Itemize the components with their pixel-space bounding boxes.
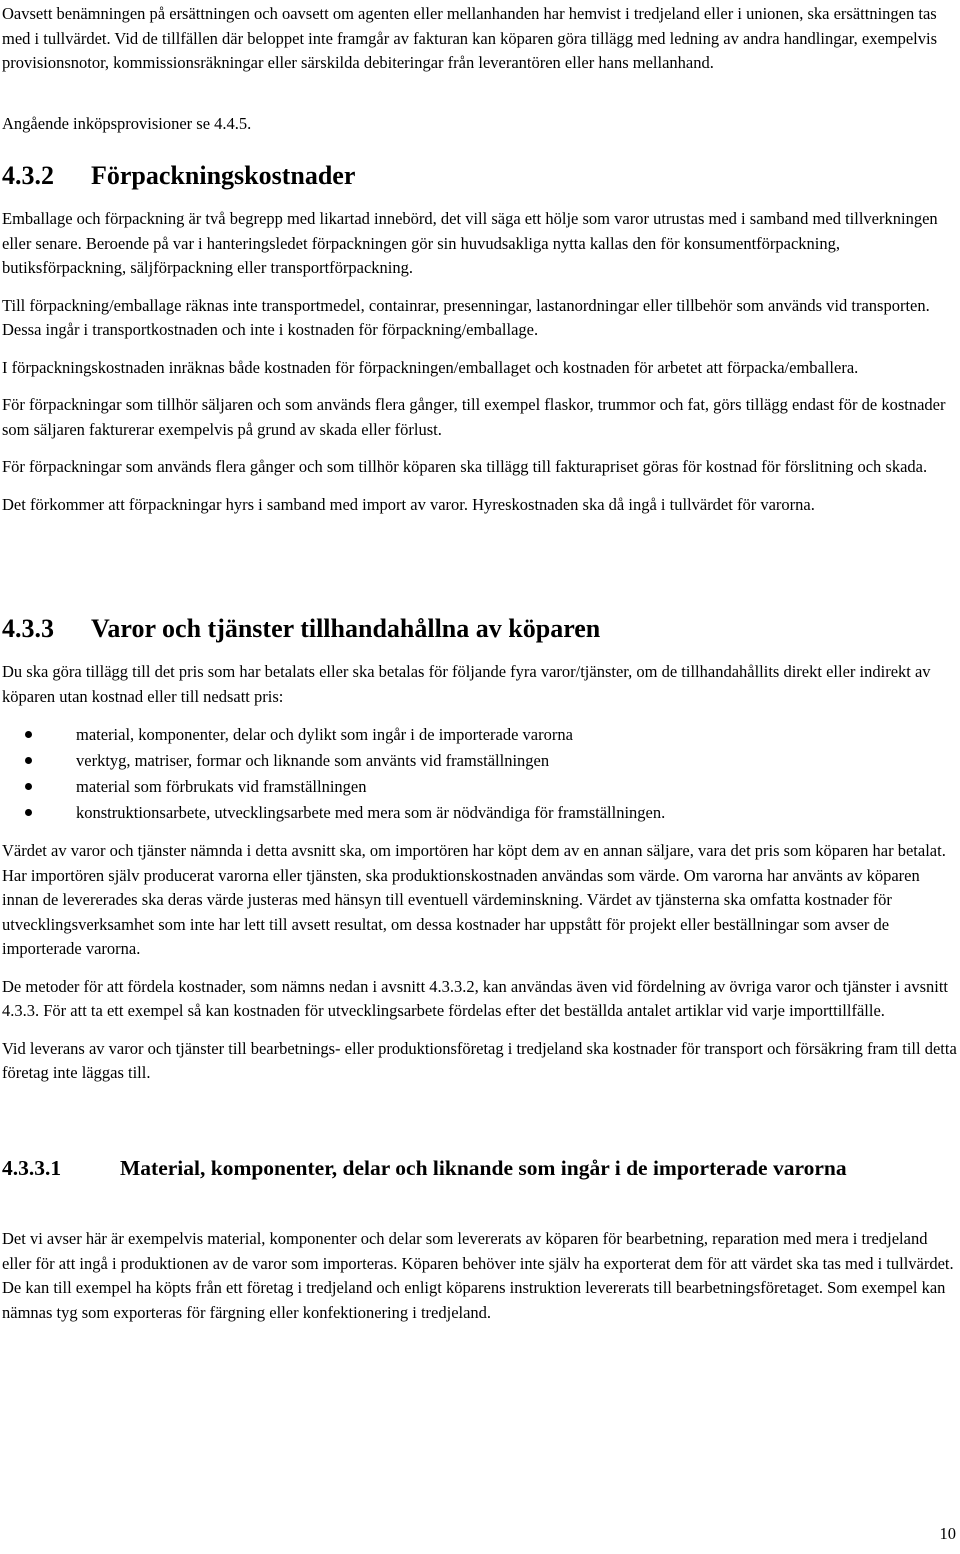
section-heading-4-3-3-1 — [2, 1154, 957, 1183]
intro-reference: Angående inköpsprovisioner se 4.4.5. — [2, 114, 252, 133]
bullet-icon — [25, 783, 32, 790]
bullet-icon — [25, 809, 32, 816]
page-number: 10 — [939, 1524, 956, 1543]
paragraph: Emballage och förpackning är två begrepp med likartad innebörd, det vill säga ett hölje som varor utrustas med i samband med tillverkningen eller senare. Beroende på var i hanteringsledet förpackningen gör sin huvudsakliga nytta kallas den för konsumentförpackning, butiksförpackning, säljförpackning eller transportförpackning. — [2, 209, 938, 277]
paragraph: Det vi avser här är exempelvis material, komponenter och delar som levererats av köparen för bearbetning, reparation med mera i tredjeland eller för att ingå i produktionen av de varor som importeras. Köparen behöver inte själv ha exporterat dem för att värdet ska tas med i tullvärdet. De kan till exempel ha köpts från ett företag i tredjeland och enligt köparens instruktion levererats till bearbetningsföretaget. Som exempel kan nämnas tyg som exporteras för färgning eller konfektionering i tredjeland. — [2, 1229, 954, 1322]
paragraph: Det förkommer att förpackningar hyrs i samband med import av varor. Hyreskostnaden ska då ingå i tullvärdet för varorna. — [2, 494, 815, 514]
section-body-4-3-3-1 — [2, 1227, 957, 1325]
paragraph: De metoder för att fördela kostnader, som nämns nedan i avsnitt 4.3.3.2, kan användas även vid fördelning av övriga varor och tjänster i avsnitt 4.3.3. För att ta ett exempel så kan kostnaden för utvecklingsarbete fördelas efter det beställda antalet artiklar vid varje importtillfälle. — [2, 976, 948, 1020]
list-item: verktyg, matriser, formar och liknande som använts vid framställningen — [2, 748, 957, 774]
bullet-icon — [25, 731, 32, 738]
section-title: Material, komponenter, delar och liknande som ingår i de importerade varorna — [120, 1156, 847, 1180]
section-title: Varor och tjänster tillhandahållna av köparen — [91, 614, 601, 643]
paragraph: För förpackningar som tillhör säljaren och som används flera gånger, till exempel flaskor, trummor och fat, görs tillägg endast för de kostnader som säljaren fakturerar exempelvis på grund av skada eller förlust. — [2, 395, 946, 439]
paragraph: För förpackningar som används flera gånger och som tillhör köparen ska tillägg till fakturapriset göras för kostnad för förslitning och skada. — [2, 457, 928, 476]
section-number: 4.3.2 — [2, 161, 54, 190]
lead-paragraph: Du ska göra tillägg till det pris som har betalats eller ska betalas för följande fyra varor/tjänster, om de tillhandahållits direkt eller indirekt av köparen utan kostnad eller till nedsatt pris: — [2, 662, 931, 706]
paragraph: Till förpackning/emballage räknas inte transportmedel, containrar, presenningar, lastanordningar eller tillbehör som används vid transporten. Dessa ingår i transportkostnaden och inte i kostnaden för förpackning/emballage. — [2, 295, 930, 339]
list-item: material, komponenter, delar och dylikt som ingår i de importerade varorna — [2, 722, 957, 748]
section-title: Förpackningskostnader — [91, 161, 356, 190]
bullet-icon — [25, 757, 32, 764]
list-item: material som förbrukats vid framställningen — [2, 774, 957, 800]
section-heading-4-3-3 — [2, 614, 600, 644]
section-number: 4.3.3.1 — [2, 1156, 62, 1180]
intro-paragraph: Oavsett benämningen på ersättningen och oavsett om agenten eller mellanhanden har hemvist i tredjeland eller i unionen, ska ersättningen tas med i tullvärdet. Vid de tillfällen där beloppet inte framgår av fakturan kan köparen göra tillägg med ledning av andra handlingar, exempelvis provisionsnotor, kommissionsräkningar eller särskilda debiteringar från leverantören eller hans mellanhand. — [2, 4, 938, 72]
list-item: konstruktionsarbete, utvecklingsarbete med mera som är nödvändiga för framställningen. — [2, 800, 957, 826]
paragraph: Värdet av varor och tjänster nämnda i detta avsnitt ska, om importören har köpt dem av en annan säljare, vara det pris som köparen har betalat. Har importören själv producerat varorna eller tjänsten, ska produktionskostnaden användas som värde. Om varorna har använts av köparen innan de levererades ska deras värde justeras med hänsyn till eventuell värdeminskning. Värdet av tjänsterna ska omfatta kostnader för utvecklingsverksamhet som inte har lett till avsett resultat, om dessa kostnader har uppstått för projekt eller beställningar som avser de importerade varorna. — [2, 841, 946, 958]
section-body-4-3-3 — [2, 660, 957, 1099]
section-number: 4.3.3 — [2, 614, 54, 643]
bullet-list — [2, 722, 957, 826]
section-heading-4-3-2 — [2, 161, 355, 191]
paragraph: I förpackningskostnaden inräknas både kostnaden för förpackningen/emballaget och kostnaden för arbetet att förpacka/emballera. — [2, 357, 859, 377]
paragraph: Vid leverans av varor och tjänster till bearbetnings- eller produktionsföretag i tredjeland ska kostnader för transport och försäkring fram till detta företag inte läggas till. — [2, 1038, 957, 1082]
section-body-4-3-2 — [2, 207, 957, 530]
